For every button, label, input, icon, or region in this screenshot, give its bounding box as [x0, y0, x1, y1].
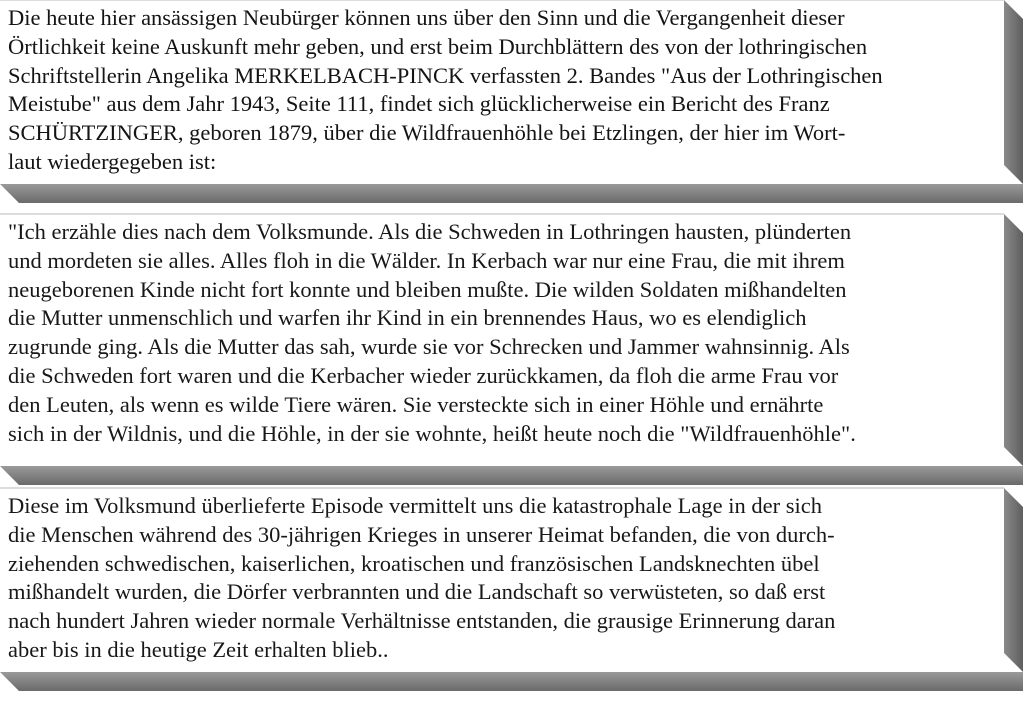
text-line: den Leuten, als wenn es wilde Tiere wären. Sie versteckte sich in einer Höhle und ernährte [8, 391, 824, 417]
text-line: Diese im Volksmund überlieferte Episode vermittelt uns die katastrophale Lage in der sich [8, 493, 822, 518]
paragraph-legend-quote [8, 218, 996, 448]
text-line: laut wiedergegeben ist: [8, 148, 217, 174]
panel-bevel-bottom [0, 184, 1023, 203]
text-panel-intro [0, 0, 1004, 184]
paragraph-intro [8, 4, 996, 177]
text-line: nach hundert Jahren wieder normale Verhältnisse entstanden, die grausige Erinnerung daran [8, 608, 836, 634]
text-line: die Schweden fort waren und die Kerbacher wieder zurückkamen, da floh die arme Frau vor [8, 362, 839, 388]
panel-bevel-bottom [0, 466, 1023, 485]
text-line: Meistube" aus dem Jahr 1943, Seite 111, findet sich glücklicherweise ein Bericht des Franz [8, 91, 830, 117]
text-line: ziehenden schwedischen, kaiserlichen, kroatischen und französischen Landsknechten übel [8, 550, 820, 576]
text-panel-legend [0, 214, 1004, 466]
panel-bevel-right [1004, 214, 1023, 466]
text-line: aber bis in die heutige Zeit erhalten blieb.. [8, 636, 389, 662]
text-line: Die heute hier ansässigen Neubürger können uns über den Sinn und die Vergangenheit dieser [8, 5, 845, 30]
text-line: zugrunde ging. Als die Mutter das sah, wurde sie vor Schrecken und Jammer wahnsinnig. Als [8, 334, 850, 360]
paragraph-conclusion [8, 492, 996, 665]
panel-bevel-right [1004, 488, 1023, 672]
text-line: mißhandelt wurden, die Dörfer verbrannten und die Landschaft so verwüsteten, so daß erst [8, 579, 826, 605]
text-panel-conclusion [0, 488, 1004, 672]
panel-bevel-bottom [0, 672, 1023, 691]
text-line: und mordeten sie alles. Alles floh in die Wälder. In Kerbach war nur eine Frau, die mit ihrem [8, 247, 845, 273]
text-line: SCHÜRTZINGER, geboren 1879, über die Wildfrauenhöhle bei Etzlingen, der hier im Wort- [8, 120, 846, 146]
text-line: neugeborenen Kinde nicht fort konnte und bleiben mußte. Die wilden Soldaten mißhandelten [8, 276, 847, 302]
text-line: sich in der Wildnis, und die Höhle, in der sie wohnte, heißt heute noch die "Wildfrauenhöhle". [8, 420, 856, 446]
text-line: die Menschen während des 30-jährigen Krieges in unserer Heimat befanden, die von durch- [8, 521, 835, 547]
panel-bevel-right [1004, 0, 1023, 184]
text-line: Schriftstellerin Angelika MERKELBACH-PINCK verfassten 2. Bandes "Aus der Lothringischen [8, 62, 883, 88]
text-line: die Mutter unmenschlich und warfen ihr Kind in ein brennendes Haus, wo es elendiglich [8, 305, 807, 331]
text-line: "Ich erzähle dies nach dem Volksmunde. Als die Schweden in Lothringen hausten, plünderten [8, 219, 852, 244]
text-line: Örtlichkeit keine Auskunft mehr geben, und erst beim Durchblättern des von der lothringischen [8, 33, 868, 59]
